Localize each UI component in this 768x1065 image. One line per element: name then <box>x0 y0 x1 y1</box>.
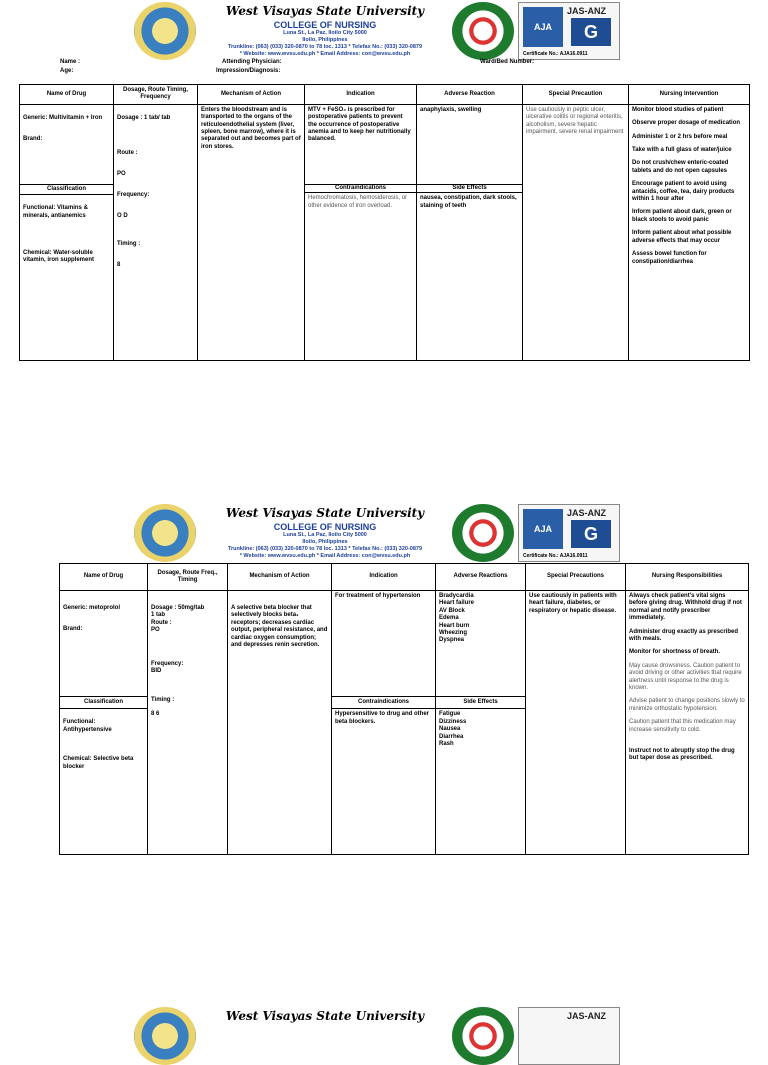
col-nursing: Nursing Responsibilities <box>626 564 749 591</box>
certification-badge <box>518 504 620 562</box>
phone-line: Trunkline: (063) (033) 320-0870 to 78 loc. 1313 * Telefax No.: (033) 320-0879 <box>227 44 423 50</box>
brand-name: Brand: <box>63 625 83 632</box>
phone-line: Trunkline: (063) (033) 320-0870 to 78 loc. 1313 * Telefax No.: (033) 320-0879 <box>227 546 423 552</box>
letterhead-1 <box>134 2 620 60</box>
letterhead-text <box>200 506 450 560</box>
precaution-text: Use cautiously in patients with heart failure, diabetes, or respiratory or hepatic disease. <box>526 591 626 855</box>
route-value: PO <box>117 171 126 178</box>
ward-bed-label: Ward/Bed Number: <box>480 59 535 65</box>
indication-text: For treatment of hypertension <box>332 591 436 697</box>
timing-value: 8 6 <box>151 710 160 717</box>
col-nursing: Nursing Intervention <box>629 85 750 105</box>
contraindications-text: Hypersensitive to drug and other beta blockers. <box>332 709 436 855</box>
nursing-item: Take with a full glass of water/juice <box>632 147 732 154</box>
college-seal-icon <box>452 1007 514 1065</box>
address-line: Iloilo, Philippines <box>302 37 348 43</box>
col-mechanism: Mechanism of Action <box>228 564 332 591</box>
adverse-text: anaphylaxis, swelling <box>417 104 523 184</box>
adverse-item: Dyspnea <box>439 637 465 644</box>
classification-cell <box>20 184 114 360</box>
timing-value: 8 <box>117 261 121 268</box>
header-row <box>60 564 749 591</box>
adverse-item: Heart burn <box>439 622 470 629</box>
nursing-cell <box>629 104 750 360</box>
nursing-item: Monitor blood studies of patient <box>632 106 724 113</box>
university-name: West Visayas State University <box>225 1009 425 1023</box>
address-line: Luna St., La Paz, Iloilo City 5000 <box>283 532 367 538</box>
classification-label: Classification <box>60 697 147 709</box>
nursing-item: Inform patient about dark, green or black stools to avoid panic <box>632 209 732 223</box>
nursing-item: Advise patient to change positions slowly to minimize orthostatic hypotension. <box>629 698 745 712</box>
address-line: Luna St., La Paz, Iloilo City 5000 <box>283 30 367 36</box>
nursing-item: Instruct not to abruptly stop the drug but taper dose as prescribed. <box>629 747 735 761</box>
side-effect-item: Rash <box>439 741 454 748</box>
nursing-item: Administer 1 or 2 hrs before meal <box>632 133 728 140</box>
attending-physician-label: Attending Physician: <box>222 59 282 65</box>
generic-cell <box>20 104 114 184</box>
certification-badge <box>518 1007 620 1065</box>
nursing-item: Always check patient's vital signs before giving drug. Withhold drug if not normal and notify prescriber immediately. <box>629 593 742 622</box>
patient-name-label: Name : <box>60 59 81 65</box>
contraindications-text: Hemochromatosis, hemosiderosis, or other evidence of iron overload. <box>305 193 417 361</box>
functional-class: Functional: Antihypertensive <box>63 719 112 733</box>
nursing-item: Observe proper dosage of medication <box>632 120 741 127</box>
adverse-item: Bradycardia <box>439 593 474 599</box>
side-effect-item: Dizziness <box>439 718 467 725</box>
col-dosage: Dosage, Route Timing, Frequency <box>114 85 198 105</box>
precaution-text: Use cautiously in peptic ulcer, ulcerative colitis or regional enteritis, alcoholism, severe hepatic impairment, severe renal impairment <box>523 104 629 360</box>
nursing-item: Inform patient about what possible adverse effects that may occur <box>632 230 732 244</box>
col-name-of-drug: Name of Drug <box>20 85 114 105</box>
aja-logo: AJA <box>523 7 563 47</box>
university-seal-icon <box>134 504 196 562</box>
nursing-item: Administer drug exactly as prescribed with meals. <box>629 628 739 643</box>
web-line: * Website: www.wvsu.edu.ph * Email Address: con@wvsu.edu.ph <box>239 553 411 559</box>
brand-name: Brand: <box>23 135 43 142</box>
frequency-value: O D <box>117 212 128 219</box>
contraindications-label: Contraindications <box>332 697 436 709</box>
drug-card-2 <box>59 563 749 855</box>
frequency-label: Frequency: <box>151 660 184 667</box>
col-name-of-drug: Name of Drug <box>60 564 148 591</box>
university-name: West Visayas State University <box>225 506 425 520</box>
col-adverse: Adverse Reactions <box>436 564 526 591</box>
adverse-item: Heart failure <box>439 600 475 607</box>
nursing-item: Monitor for shortness of breath. <box>629 649 721 656</box>
side-effects-cell <box>436 709 526 855</box>
g-logo-icon: G <box>571 18 611 46</box>
chemical-class: Chemical: Water-soluble vitamin, iron supplement <box>23 250 95 264</box>
side-effect-item: Nausea <box>439 726 461 733</box>
university-seal-icon <box>134 2 196 60</box>
adverse-item: AV Block <box>439 607 465 614</box>
side-effects-label: Side Effects <box>417 184 523 192</box>
nursing-item: May cause drowsiness. Caution patient to avoid driving or other activities that require alertness until response to the drug is known. <box>629 662 742 692</box>
certificate-number: Certificate No.: AJA16.0911 <box>523 51 588 57</box>
col-precaution: Special Precaution <box>523 85 629 105</box>
certificate-number: Certificate No.: AJA16.0911 <box>523 553 588 559</box>
letterhead-2 <box>134 504 620 562</box>
route-label: Route : <box>117 150 138 157</box>
adverse-cell <box>436 591 526 697</box>
col-mechanism: Mechanism of Action <box>198 85 305 105</box>
timing-label: Timing : <box>117 241 141 248</box>
side-effects-label: Side Effects <box>436 697 526 709</box>
nursing-item: Encourage patient to avoid using antacids, coffee, tea, dairy products within 1 hour after <box>632 181 735 203</box>
web-line: * Website: www.wvsu.edu.ph * Email Address: con@wvsu.edu.ph <box>239 51 411 57</box>
side-effects-text: nausea, constipation, dark stools, staining of teeth <box>417 193 523 361</box>
letterhead-3 <box>134 1007 620 1065</box>
university-name: West Visayas State University <box>225 4 425 18</box>
mechanism-text: Enters the bloodstream and is transported to the organs of the reticuloendothelial system (liver, spleen, bone marrow), where it is separated out and becomes part of iron stores. <box>198 104 305 360</box>
functional-class: Functional: Vitamins & minerals, antianemics <box>23 205 88 219</box>
letterhead-text <box>200 4 450 58</box>
col-precaution: Special Precautions <box>526 564 626 591</box>
contraindications-label: Contraindications <box>305 184 417 192</box>
indication-text: MTV + FeSO₄ is prescribed for postoperative patients to prevent the occurrence of postoperative anemia and to keep her nutritionally balanced. <box>305 104 417 184</box>
university-seal-icon <box>134 1007 196 1065</box>
aja-logo: AJA <box>523 509 563 549</box>
patient-age-label: Age: <box>60 68 74 74</box>
college-seal-icon <box>452 504 514 562</box>
nursing-item: Do not crush/chew enteric-coated tablets and do not open capsules <box>632 160 729 174</box>
mechanism-text: A selective beta blocker that selectively blocks beta₁ receptors; decreases cardiac output, peripheral resistance, and cardiac oxygen consumption; and depresses renin secretion. <box>228 591 332 855</box>
jas-anz-label: JAS-ANZ <box>567 1011 607 1021</box>
college-name: COLLEGE OF NURSING <box>273 20 377 30</box>
g-logo-icon: G <box>571 520 611 548</box>
route-value: PO <box>151 627 160 634</box>
generic-cell <box>60 591 148 697</box>
address-line: Iloilo, Philippines <box>302 539 348 545</box>
chemical-class: Chemical: Selective beta blocker <box>63 756 134 770</box>
college-seal-icon <box>452 2 514 60</box>
nursing-item: Caution patient that this medication may increase sensitivity to cold. <box>629 719 736 733</box>
col-indication: Indication <box>305 85 417 105</box>
jas-anz-label: JAS-ANZ <box>567 508 607 518</box>
frequency-label: Frequency: <box>117 192 150 199</box>
nursing-item: Assess bowel function for constipation/diarrhea <box>632 251 707 265</box>
dosage-amount: 1 tab <box>151 612 166 619</box>
route-label: Route : <box>151 619 172 626</box>
classification-label: Classification <box>20 185 113 195</box>
frequency-value: BID <box>151 668 162 675</box>
certification-badge <box>518 2 620 60</box>
adverse-item: Edema <box>439 615 459 622</box>
dosage-value: Dosage : 50mg/tab <box>151 605 205 611</box>
nursing-cell <box>626 591 749 855</box>
jas-anz-label: JAS-ANZ <box>567 6 607 16</box>
dosage-value: Dosage : 1 tab/ tab <box>117 114 171 121</box>
side-effect-item: Diarrhea <box>439 733 464 740</box>
generic-name: Generic: Multivitamin + Iron <box>23 114 103 121</box>
adverse-item: Wheezing <box>439 630 467 637</box>
dosage-cell <box>148 591 228 855</box>
impression-label: Impression/Diagnosis: <box>216 68 281 74</box>
drug-card-1 <box>19 84 750 361</box>
col-indication: Indication <box>332 564 436 591</box>
col-adverse: Adverse Reaction <box>417 85 523 105</box>
college-name: COLLEGE OF NURSING <box>273 522 377 532</box>
generic-name: Generic: metoprolol <box>63 605 121 611</box>
letterhead-text <box>200 1009 450 1023</box>
dosage-cell <box>114 104 198 360</box>
side-effect-item: Fatigue <box>439 711 461 718</box>
classification-cell <box>60 697 148 855</box>
header-row <box>20 85 750 105</box>
timing-label: Timing : <box>151 697 175 704</box>
col-dosage: Dosage, Route Freq., Timing <box>148 564 228 591</box>
